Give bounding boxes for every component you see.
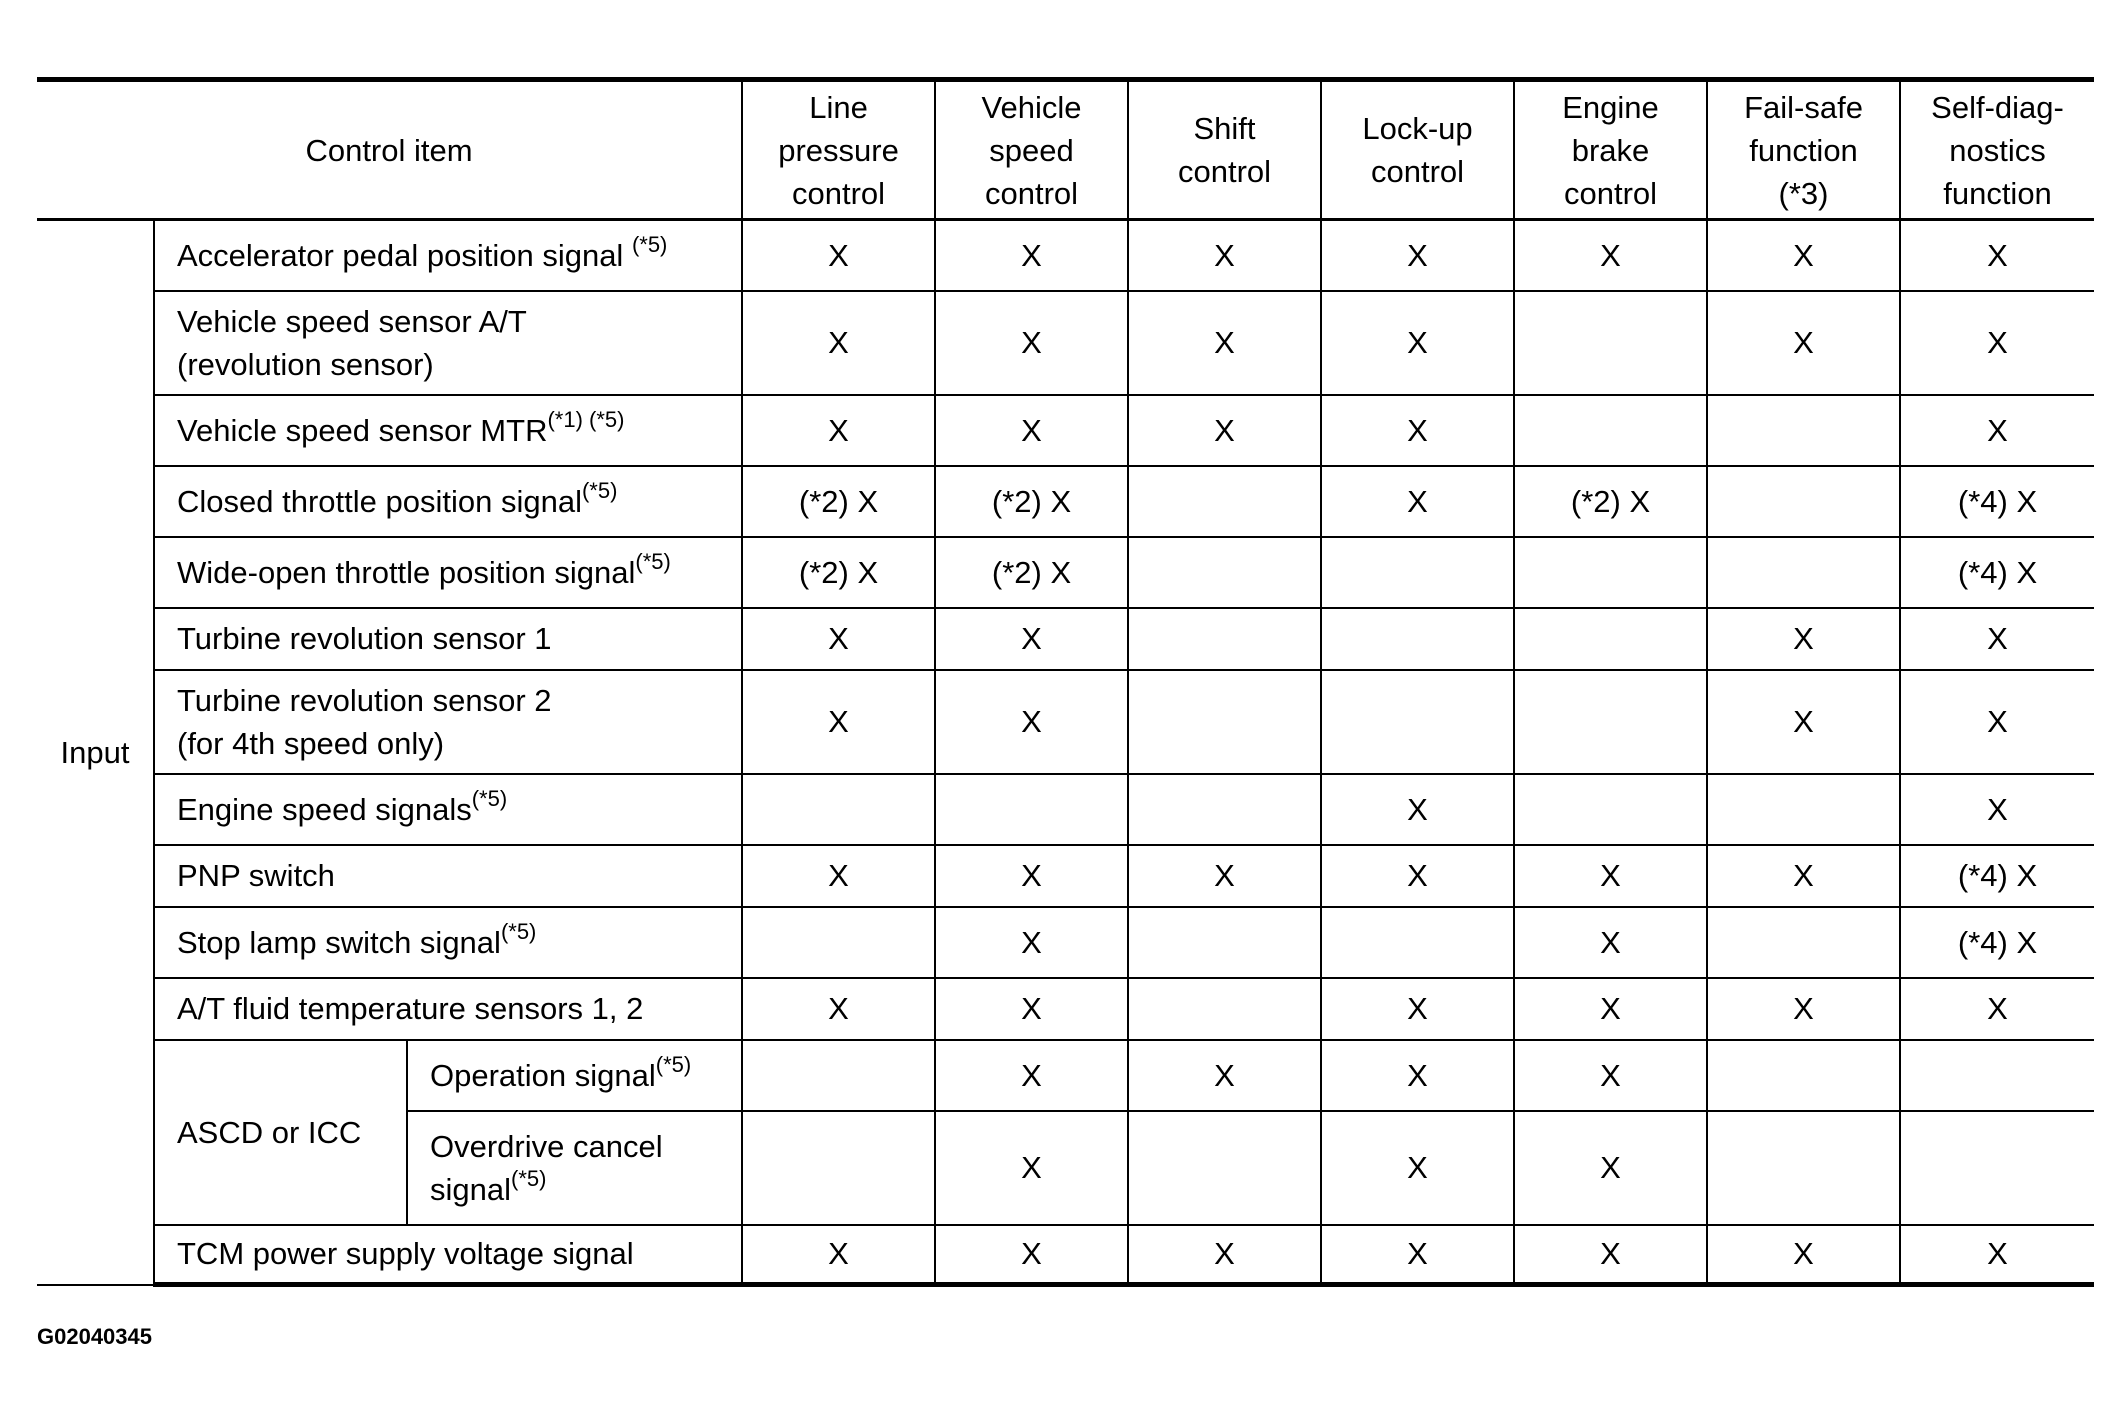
table-row [37, 1225, 2094, 1285]
row-label-text: Vehicle speed sensor MTR [177, 412, 548, 448]
matrix-cell: X [1707, 291, 1900, 395]
table-row [37, 907, 2094, 978]
matrix-cell: X [742, 395, 935, 466]
matrix-cell: X [1707, 845, 1900, 907]
matrix-cell: X [1321, 1225, 1514, 1285]
matrix-cell [1321, 670, 1514, 774]
row-label-text: PNP switch [177, 858, 335, 893]
row-label-text: Vehicle speed sensor A/T (revolution sensor) [177, 303, 527, 382]
row-label-text: Closed throttle position signal [177, 483, 582, 519]
matrix-cell: X [1514, 1225, 1707, 1285]
matrix-cell [935, 774, 1128, 845]
matrix-cell: X [742, 1225, 935, 1285]
row-label [154, 907, 742, 978]
matrix-cell: X [1128, 1225, 1321, 1285]
matrix-cell: X [1514, 907, 1707, 978]
row-label-text: A/T fluid temperature sensors 1, 2 [177, 991, 644, 1026]
matrix-cell: X [742, 670, 935, 774]
footnote-ref: (*5) [655, 1051, 692, 1077]
matrix-cell: X [1514, 220, 1707, 291]
matrix-cell [1514, 670, 1707, 774]
matrix-cell: X [1128, 291, 1321, 395]
matrix-cell [1707, 466, 1900, 537]
row-label [407, 1111, 742, 1225]
row-label [154, 395, 742, 466]
matrix-cell [1514, 291, 1707, 395]
column-header: Engine brake control [1514, 80, 1707, 220]
matrix-cell [1514, 774, 1707, 845]
matrix-cell: X [1707, 670, 1900, 774]
matrix-cell: (*2) X [935, 537, 1128, 608]
column-header: Vehicle speed control [935, 80, 1128, 220]
matrix-cell [1128, 774, 1321, 845]
matrix-cell [742, 1111, 935, 1225]
table-row [37, 220, 2094, 291]
matrix-cell: (*4) X [1900, 466, 2094, 537]
matrix-cell: X [1514, 1040, 1707, 1111]
matrix-cell: X [1128, 395, 1321, 466]
table-row [37, 537, 2094, 608]
matrix-cell: X [742, 978, 935, 1040]
table-row [37, 845, 2094, 907]
matrix-cell: X [935, 395, 1128, 466]
matrix-cell: X [935, 1225, 1128, 1285]
matrix-cell [742, 907, 935, 978]
row-label-text: Turbine revolution sensor 2 (for 4th speed only) [177, 682, 552, 761]
control-item-table [37, 77, 2094, 1287]
matrix-cell [1321, 608, 1514, 670]
footnote-ref: (*5) [471, 785, 508, 811]
matrix-cell: X [935, 907, 1128, 978]
matrix-cell [1128, 608, 1321, 670]
matrix-cell [1707, 907, 1900, 978]
matrix-cell [1128, 1111, 1321, 1225]
matrix-cell: X [1707, 978, 1900, 1040]
footnote-ref: (*5) [511, 1165, 547, 1191]
row-label [154, 670, 742, 774]
matrix-cell: X [1900, 395, 2094, 466]
matrix-cell: X [1128, 1040, 1321, 1111]
matrix-cell: X [1514, 978, 1707, 1040]
matrix-cell: (*2) X [742, 466, 935, 537]
matrix-cell [1900, 1111, 2094, 1225]
matrix-cell: (*2) X [742, 537, 935, 608]
matrix-cell: X [1128, 845, 1321, 907]
matrix-cell: X [1321, 466, 1514, 537]
matrix-cell [1321, 537, 1514, 608]
matrix-cell [1514, 537, 1707, 608]
matrix-cell [1321, 907, 1514, 978]
row-label-text: Wide-open throttle position signal [177, 554, 636, 590]
row-label [154, 845, 742, 907]
row-label-text: Operation signal [430, 1057, 656, 1093]
row-label [154, 291, 742, 395]
matrix-cell: X [1321, 1111, 1514, 1225]
row-label-text: TCM power supply voltage signal [177, 1236, 634, 1272]
matrix-cell: X [1321, 978, 1514, 1040]
matrix-cell: X [935, 220, 1128, 291]
row-label-text: Turbine revolution sensor 1 [177, 621, 552, 656]
matrix-cell [1514, 395, 1707, 466]
matrix-cell: X [1514, 1111, 1707, 1225]
matrix-cell: X [1900, 608, 2094, 670]
footnote-ref: (*5) [631, 231, 668, 257]
row-label [154, 608, 742, 670]
row-label [407, 1040, 742, 1111]
footnote-ref: (*5) [635, 548, 671, 574]
row-label [154, 537, 742, 608]
table-row [37, 466, 2094, 537]
matrix-cell [1128, 978, 1321, 1040]
table-row [37, 670, 2094, 774]
footnote-ref: (*1) (*5) [547, 406, 625, 432]
matrix-cell: X [742, 608, 935, 670]
matrix-cell [1900, 1040, 2094, 1111]
table-row [37, 978, 2094, 1040]
ascd-group-label: ASCD or ICC [154, 1040, 407, 1225]
matrix-cell: X [935, 978, 1128, 1040]
control-item-header: Control item [37, 80, 742, 220]
row-label-text: Stop lamp switch signal [177, 924, 501, 960]
matrix-cell [742, 774, 935, 845]
matrix-cell: X [1900, 978, 2094, 1040]
matrix-cell [1514, 608, 1707, 670]
matrix-cell [1707, 395, 1900, 466]
row-label [154, 1225, 742, 1285]
matrix-cell: X [1321, 291, 1514, 395]
input-group-label: Input [37, 220, 154, 1285]
matrix-cell: X [935, 1111, 1128, 1225]
matrix-cell [1707, 537, 1900, 608]
matrix-cell: X [742, 845, 935, 907]
matrix-cell: (*2) X [935, 466, 1128, 537]
row-label-text: Overdrive cancel signal [430, 1128, 663, 1207]
matrix-cell: X [935, 291, 1128, 395]
row-label [154, 978, 742, 1040]
matrix-cell: X [935, 608, 1128, 670]
column-header: Fail-safe function (*3) [1707, 80, 1900, 220]
matrix-cell: X [1900, 291, 2094, 395]
matrix-cell: X [935, 670, 1128, 774]
matrix-cell: (*4) X [1900, 537, 2094, 608]
column-header: Shift control [1128, 80, 1321, 220]
footnote-ref: (*5) [581, 477, 618, 503]
matrix-cell: X [1321, 395, 1514, 466]
matrix-cell [1707, 1111, 1900, 1225]
matrix-cell: X [1321, 1040, 1514, 1111]
matrix-cell: X [1321, 220, 1514, 291]
matrix-cell: X [742, 291, 935, 395]
matrix-cell: X [935, 1040, 1128, 1111]
table-row [37, 774, 2094, 845]
table-row [37, 291, 2094, 395]
matrix-cell: X [1514, 845, 1707, 907]
header-row [37, 80, 2094, 220]
matrix-cell [1128, 670, 1321, 774]
row-label [154, 466, 742, 537]
matrix-cell: (*2) X [1514, 466, 1707, 537]
matrix-cell [1707, 1040, 1900, 1111]
matrix-cell: X [1321, 774, 1514, 845]
column-header: Lock-up control [1321, 80, 1514, 220]
column-header: Self-diag- nostics function [1900, 80, 2094, 220]
matrix-cell [1128, 907, 1321, 978]
table-row [37, 1040, 2094, 1111]
column-header: Line pressure control [742, 80, 935, 220]
table-row [37, 395, 2094, 466]
matrix-cell: X [1128, 220, 1321, 291]
matrix-cell [1707, 774, 1900, 845]
matrix-cell: X [1900, 774, 2094, 845]
matrix-cell: X [1707, 1225, 1900, 1285]
matrix-cell: X [1707, 608, 1900, 670]
matrix-cell: X [742, 220, 935, 291]
matrix-cell: X [935, 845, 1128, 907]
figure-id: G02040345 [37, 1324, 152, 1349]
matrix-cell: X [1321, 845, 1514, 907]
matrix-cell: X [1900, 1225, 2094, 1285]
row-label-text: Engine speed signals [177, 791, 472, 827]
matrix-cell: X [1900, 670, 2094, 774]
table-row [37, 608, 2094, 670]
matrix-cell: X [1707, 220, 1900, 291]
matrix-cell: X [1900, 220, 2094, 291]
footnote-ref: (*5) [500, 918, 537, 944]
row-label-text: Accelerator pedal position signal [177, 237, 632, 273]
matrix-cell [1128, 466, 1321, 537]
matrix-cell [742, 1040, 935, 1111]
matrix-cell: (*4) X [1900, 907, 2094, 978]
row-label [154, 220, 742, 291]
row-label [154, 774, 742, 845]
matrix-cell [1128, 537, 1321, 608]
matrix-cell: (*4) X [1900, 845, 2094, 907]
